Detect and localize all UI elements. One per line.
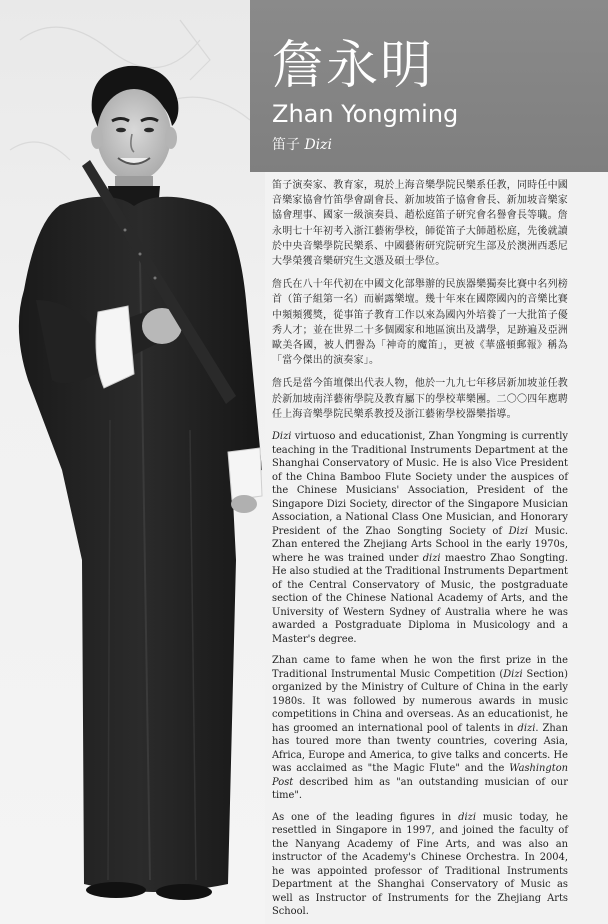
biography xyxy=(272,178,568,924)
name-english: Zhan Yongming xyxy=(272,100,459,128)
portrait-photo xyxy=(0,0,265,924)
bio-en-paragraph-2: Zhan came to fame when he won the first prize in the Traditional Instrumental Music Competition (Dizi Section) organized by the Ministry of Culture of China in the early 1980s. It was followed by numerous awards in music competitions in China and overseas. As an educationist, he has groomed an international pool of talents in dizi. Zhan has toured more than twenty countries, covering Asia, Africa, Europe and America, to give talks and concerts. He was acclaimed as "the Magic Flute" and the Washington Post described him as "an outstanding musician of our time". xyxy=(272,655,568,802)
instrument-chinese: 笛子 xyxy=(272,137,300,153)
instrument-label xyxy=(272,136,332,154)
musician-portrait xyxy=(0,0,265,924)
bio-en-paragraph-1: Dizi virtuoso and educationist, Zhan Yongming is currently teaching in the Traditional Instruments Department at the Shanghai Conservatory of Music. He is also Vice President of the China Bamboo Flute Society under the auspices of the Chinese Musicians' Association, President of the Singapore Dizi Society, director of the Singapore Musician Association, a National Class One Musician, and Honorary President of the Zhao Songting Society of Dizi Music. Zhan entered the Zhejiang Arts School in the early 1970s, where he was trained under dizi maestro Zhao Songting. He also studied at the Traditional Instruments Department of the Central Conservatory of Music, the postgraduate section of the Chinese National Academy of Arts, and the University of Western Sydney of Australia where he was awarded a Postgraduate Diploma in Musicology and a Master's degree. xyxy=(272,431,568,645)
bio-zh-paragraph-1: 笛子演奏家、教育家，現於上海音樂學院民樂系任教，同時任中國音樂家協會竹笛學會副會長、新加坡笛子協會會長、新加坡音樂家協會理事、國家一級演奏員、趙松庭笛子研究會名譽會長等職。詹永明七十年初考入浙江藝術學校，師從笛子大師趙松庭，先後就讀於中央音樂學院民樂系、中國藝術研究院研究生部及於澳洲西悉尼大學榮獲音樂研究生文憑及碩士學位。 xyxy=(272,180,568,268)
name-chinese: 詹永明 xyxy=(272,36,435,96)
bio-zh-paragraph-3: 詹氏是當今笛壇傑出代表人物，他於一九九七年移居新加坡並任教於新加坡南洋藝術學院及教育屬下的學校華樂團。二〇〇四年應聘任上海音樂學院民樂系教授及浙江藝術學校器樂指導。 xyxy=(272,378,568,420)
bio-en-paragraph-3: As one of the leading figures in dizi music today, he resettled in Singapore in 1997, and joined the faculty of the Nanyang Academy of Fine Arts, and was also an instructor of the Academy's Chinese Orchestra. In 2004, he was appointed professor of Traditional Instruments Department at the Shanghai Conservatory of Music as well as Instructor of Instruments for the Zhejiang Arts School. xyxy=(272,811,568,918)
instrument-english: Dizi xyxy=(304,137,333,153)
bio-zh-paragraph-2: 詹氏在八十年代初在中國文化部舉辦的民族器樂獨奏比賽中名列榜首（笛子組第一名）而嶄露樂壇。幾十年來在國際國內的音樂比賽中頻頻獲獎，從事笛子教育工作以來為國內外培養了一大批笛子優秀人才；並在世界二十多個國家和地區演出及講學，足跡遍及亞洲歐美各國，被人們譽為「神奇的魔笛」，更被《華盛頓郵報》稱為「當今傑出的演奏家」。 xyxy=(272,279,568,367)
